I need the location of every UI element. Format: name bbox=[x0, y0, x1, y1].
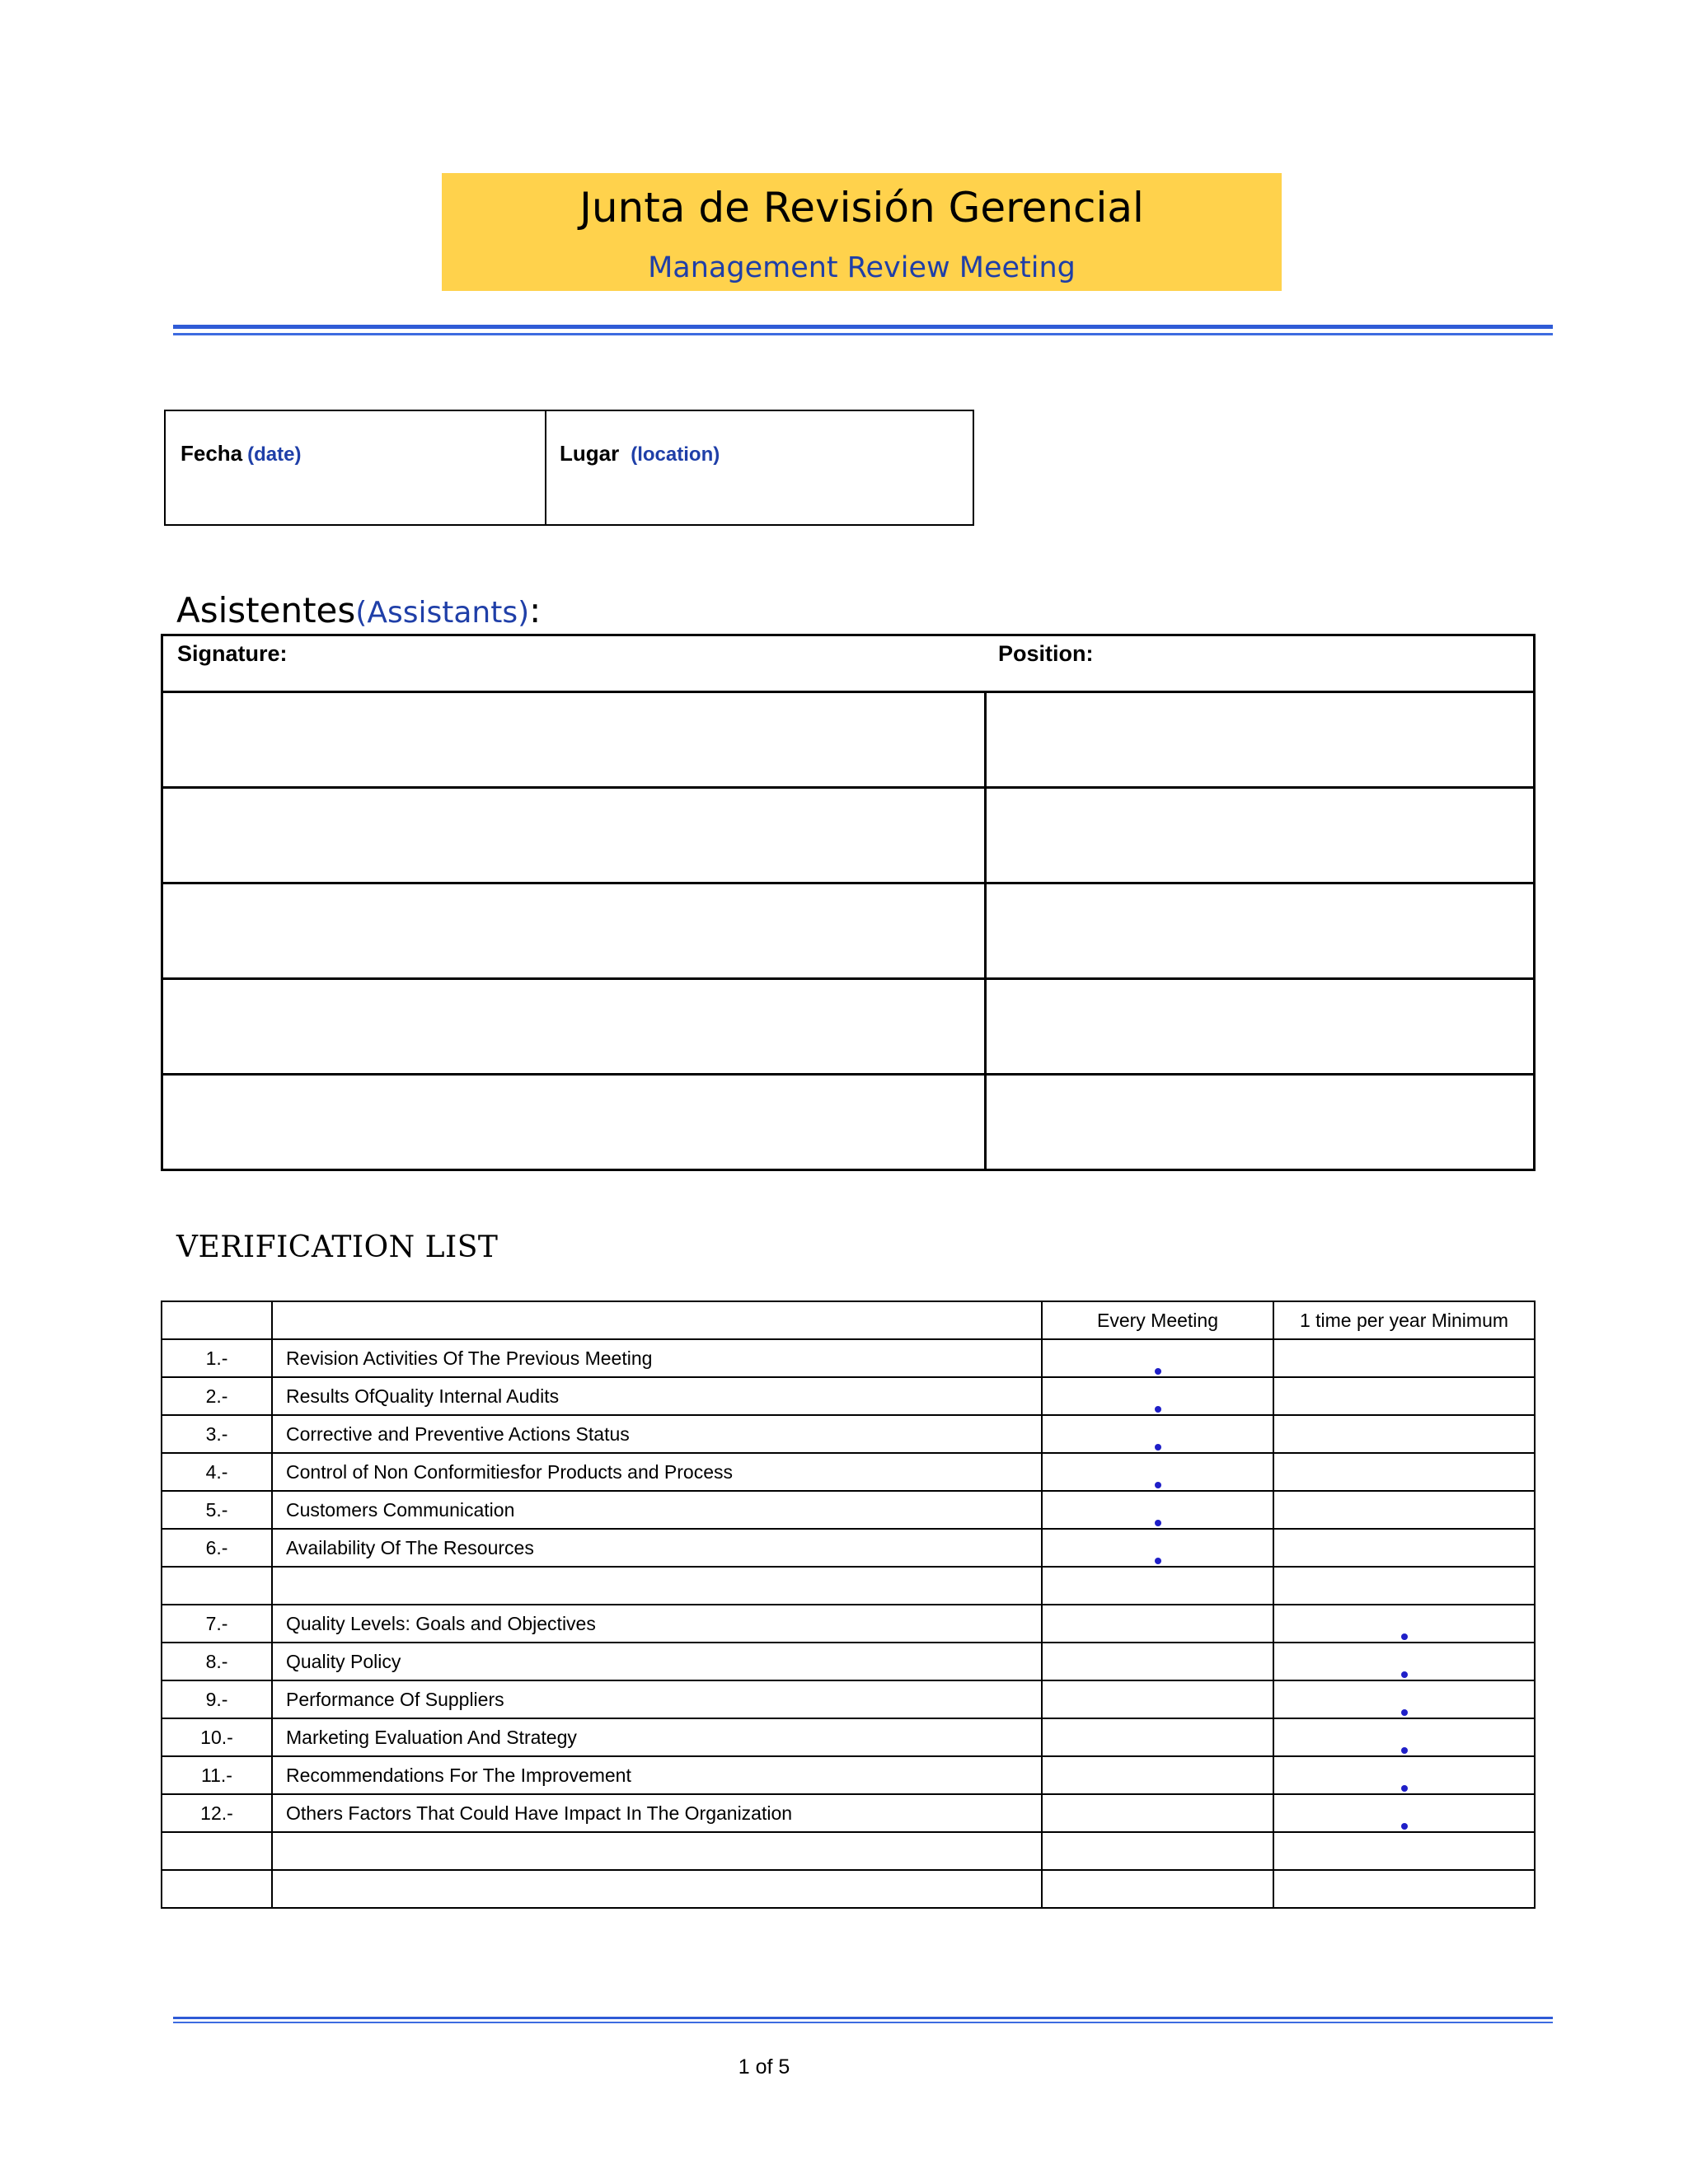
signature-cell[interactable] bbox=[162, 788, 986, 883]
verification-row bbox=[162, 1415, 1535, 1453]
yearly-cell bbox=[1273, 1680, 1535, 1718]
assistants-heading-hint: (Assistants) bbox=[355, 596, 530, 630]
bullet-dot-icon bbox=[1401, 1671, 1408, 1678]
meeting-info-box bbox=[164, 410, 974, 526]
assistant-row bbox=[162, 788, 1535, 883]
yearly-cell bbox=[1273, 1870, 1535, 1908]
yearly-cell bbox=[1273, 1491, 1535, 1529]
item-number bbox=[162, 1870, 272, 1908]
position-column-header: Position: bbox=[998, 641, 1094, 666]
item-number: 5.- bbox=[162, 1491, 272, 1529]
header-num-cell bbox=[162, 1301, 272, 1339]
verification-table bbox=[161, 1301, 1536, 1909]
assistants-heading bbox=[176, 587, 541, 637]
verification-row bbox=[162, 1453, 1535, 1491]
item-description: Marketing Evaluation And Strategy bbox=[272, 1718, 1042, 1756]
verification-row bbox=[162, 1567, 1535, 1605]
position-cell[interactable] bbox=[986, 1075, 1535, 1170]
verification-row bbox=[162, 1491, 1535, 1529]
bullet-dot-icon bbox=[1155, 1406, 1161, 1413]
location-field[interactable] bbox=[546, 411, 973, 524]
position-cell[interactable] bbox=[986, 692, 1535, 788]
verification-row bbox=[162, 1718, 1535, 1756]
assistants-rows bbox=[162, 692, 1535, 1170]
every-meeting-cell bbox=[1042, 1870, 1273, 1908]
item-description: Control of Non Conformitiesfor Products and Process bbox=[272, 1453, 1042, 1491]
item-description: Corrective and Preventive Actions Status bbox=[272, 1415, 1042, 1453]
item-number: 7.- bbox=[162, 1605, 272, 1643]
assistant-row bbox=[162, 883, 1535, 979]
item-number: 6.- bbox=[162, 1529, 272, 1567]
bullet-dot-icon bbox=[1401, 1823, 1408, 1830]
assistants-heading-text: Asistentes bbox=[176, 590, 356, 630]
bullet-dot-icon bbox=[1401, 1709, 1408, 1716]
item-number: 10.- bbox=[162, 1718, 272, 1756]
footer-rule bbox=[173, 2017, 1553, 2019]
date-field[interactable] bbox=[166, 411, 546, 524]
signature-cell[interactable] bbox=[162, 883, 986, 979]
every-meeting-header: Every Meeting bbox=[1042, 1301, 1273, 1339]
assistant-row bbox=[162, 1075, 1535, 1170]
every-meeting-cell bbox=[1042, 1605, 1273, 1643]
item-number: 4.- bbox=[162, 1453, 272, 1491]
item-number bbox=[162, 1832, 272, 1870]
every-meeting-cell bbox=[1042, 1718, 1273, 1756]
item-number bbox=[162, 1567, 272, 1605]
bullet-dot-icon bbox=[1155, 1520, 1161, 1526]
verification-row bbox=[162, 1643, 1535, 1680]
every-meeting-cell bbox=[1042, 1415, 1273, 1453]
header-rule-thin bbox=[173, 333, 1553, 335]
every-meeting-cell bbox=[1042, 1491, 1273, 1529]
item-number: 12.- bbox=[162, 1794, 272, 1832]
position-cell[interactable] bbox=[986, 883, 1535, 979]
assistants-header-cell bbox=[162, 635, 1535, 692]
every-meeting-cell bbox=[1042, 1567, 1273, 1605]
bullet-dot-icon bbox=[1401, 1785, 1408, 1792]
every-meeting-cell bbox=[1042, 1680, 1273, 1718]
verification-row bbox=[162, 1529, 1535, 1567]
yearly-cell bbox=[1273, 1453, 1535, 1491]
signature-cell[interactable] bbox=[162, 1075, 986, 1170]
verification-heading: VERIFICATION LIST bbox=[176, 1230, 499, 1264]
item-description: Recommendations For The Improvement bbox=[272, 1756, 1042, 1794]
item-number: 8.- bbox=[162, 1643, 272, 1680]
verification-row bbox=[162, 1377, 1535, 1415]
item-description: Revision Activities Of The Previous Meeting bbox=[272, 1339, 1042, 1377]
every-meeting-cell bbox=[1042, 1529, 1273, 1567]
every-meeting-cell bbox=[1042, 1832, 1273, 1870]
signature-cell[interactable] bbox=[162, 979, 986, 1075]
item-number: 3.- bbox=[162, 1415, 272, 1453]
item-description: Availability Of The Resources bbox=[272, 1529, 1042, 1567]
item-number: 2.- bbox=[162, 1377, 272, 1415]
item-description bbox=[272, 1832, 1042, 1870]
bullet-dot-icon bbox=[1155, 1482, 1161, 1488]
date-label: Fecha bbox=[181, 441, 243, 466]
yearly-cell bbox=[1273, 1529, 1535, 1567]
yearly-cell bbox=[1273, 1832, 1535, 1870]
bullet-dot-icon bbox=[1155, 1558, 1161, 1564]
footer-rule-thin bbox=[173, 2022, 1553, 2023]
item-description: Results OfQuality Internal Audits bbox=[272, 1377, 1042, 1415]
yearly-cell bbox=[1273, 1718, 1535, 1756]
assistant-row bbox=[162, 692, 1535, 788]
signature-column-header: Signature: bbox=[177, 641, 288, 666]
bullet-dot-icon bbox=[1155, 1444, 1161, 1451]
verification-row bbox=[162, 1680, 1535, 1718]
assistant-row bbox=[162, 979, 1535, 1075]
position-cell[interactable] bbox=[986, 979, 1535, 1075]
item-description: Performance Of Suppliers bbox=[272, 1680, 1042, 1718]
header-rule bbox=[173, 325, 1553, 329]
every-meeting-cell bbox=[1042, 1453, 1273, 1491]
document-subtitle: Management Review Meeting bbox=[648, 251, 1076, 284]
bullet-dot-icon bbox=[1401, 1747, 1408, 1754]
yearly-header: 1 time per year Minimum bbox=[1273, 1301, 1535, 1339]
verification-row bbox=[162, 1756, 1535, 1794]
item-number: 1.- bbox=[162, 1339, 272, 1377]
yearly-cell bbox=[1273, 1756, 1535, 1794]
bullet-dot-icon bbox=[1155, 1368, 1161, 1375]
item-description bbox=[272, 1567, 1042, 1605]
item-description: Others Factors That Could Have Impact In The Organization bbox=[272, 1794, 1042, 1832]
assistants-table bbox=[161, 634, 1536, 1171]
every-meeting-cell bbox=[1042, 1339, 1273, 1377]
yearly-cell bbox=[1273, 1567, 1535, 1605]
item-description: Quality Levels: Goals and Objectives bbox=[272, 1605, 1042, 1643]
verification-row bbox=[162, 1605, 1535, 1643]
item-description: Customers Communication bbox=[272, 1491, 1042, 1529]
verification-row bbox=[162, 1832, 1535, 1870]
item-description: Quality Policy bbox=[272, 1643, 1042, 1680]
location-hint: (location) bbox=[631, 443, 720, 466]
location-label: Lugar bbox=[560, 441, 620, 466]
item-number: 9.- bbox=[162, 1680, 272, 1718]
yearly-cell bbox=[1273, 1339, 1535, 1377]
verification-rows bbox=[162, 1339, 1535, 1908]
item-description bbox=[272, 1870, 1042, 1908]
position-cell[interactable] bbox=[986, 788, 1535, 883]
yearly-cell bbox=[1273, 1415, 1535, 1453]
signature-cell[interactable] bbox=[162, 692, 986, 788]
assistants-heading-colon: : bbox=[529, 590, 542, 630]
every-meeting-cell bbox=[1042, 1377, 1273, 1415]
header-desc-cell bbox=[272, 1301, 1042, 1339]
page-number: 1 of 5 bbox=[738, 2055, 790, 2079]
document-title: Junta de Revisión Gerencial bbox=[579, 184, 1144, 232]
yearly-cell bbox=[1273, 1794, 1535, 1832]
every-meeting-cell bbox=[1042, 1794, 1273, 1832]
verification-row bbox=[162, 1870, 1535, 1908]
verification-header-row bbox=[162, 1301, 1535, 1339]
assistants-header-row bbox=[162, 635, 1535, 692]
verification-row bbox=[162, 1794, 1535, 1832]
title-banner bbox=[442, 173, 1282, 291]
item-number: 11.- bbox=[162, 1756, 272, 1794]
yearly-cell bbox=[1273, 1377, 1535, 1415]
yearly-cell bbox=[1273, 1605, 1535, 1643]
date-hint: (date) bbox=[247, 443, 302, 466]
yearly-cell bbox=[1273, 1643, 1535, 1680]
every-meeting-cell bbox=[1042, 1643, 1273, 1680]
bullet-dot-icon bbox=[1401, 1633, 1408, 1640]
verification-row bbox=[162, 1339, 1535, 1377]
every-meeting-cell bbox=[1042, 1756, 1273, 1794]
